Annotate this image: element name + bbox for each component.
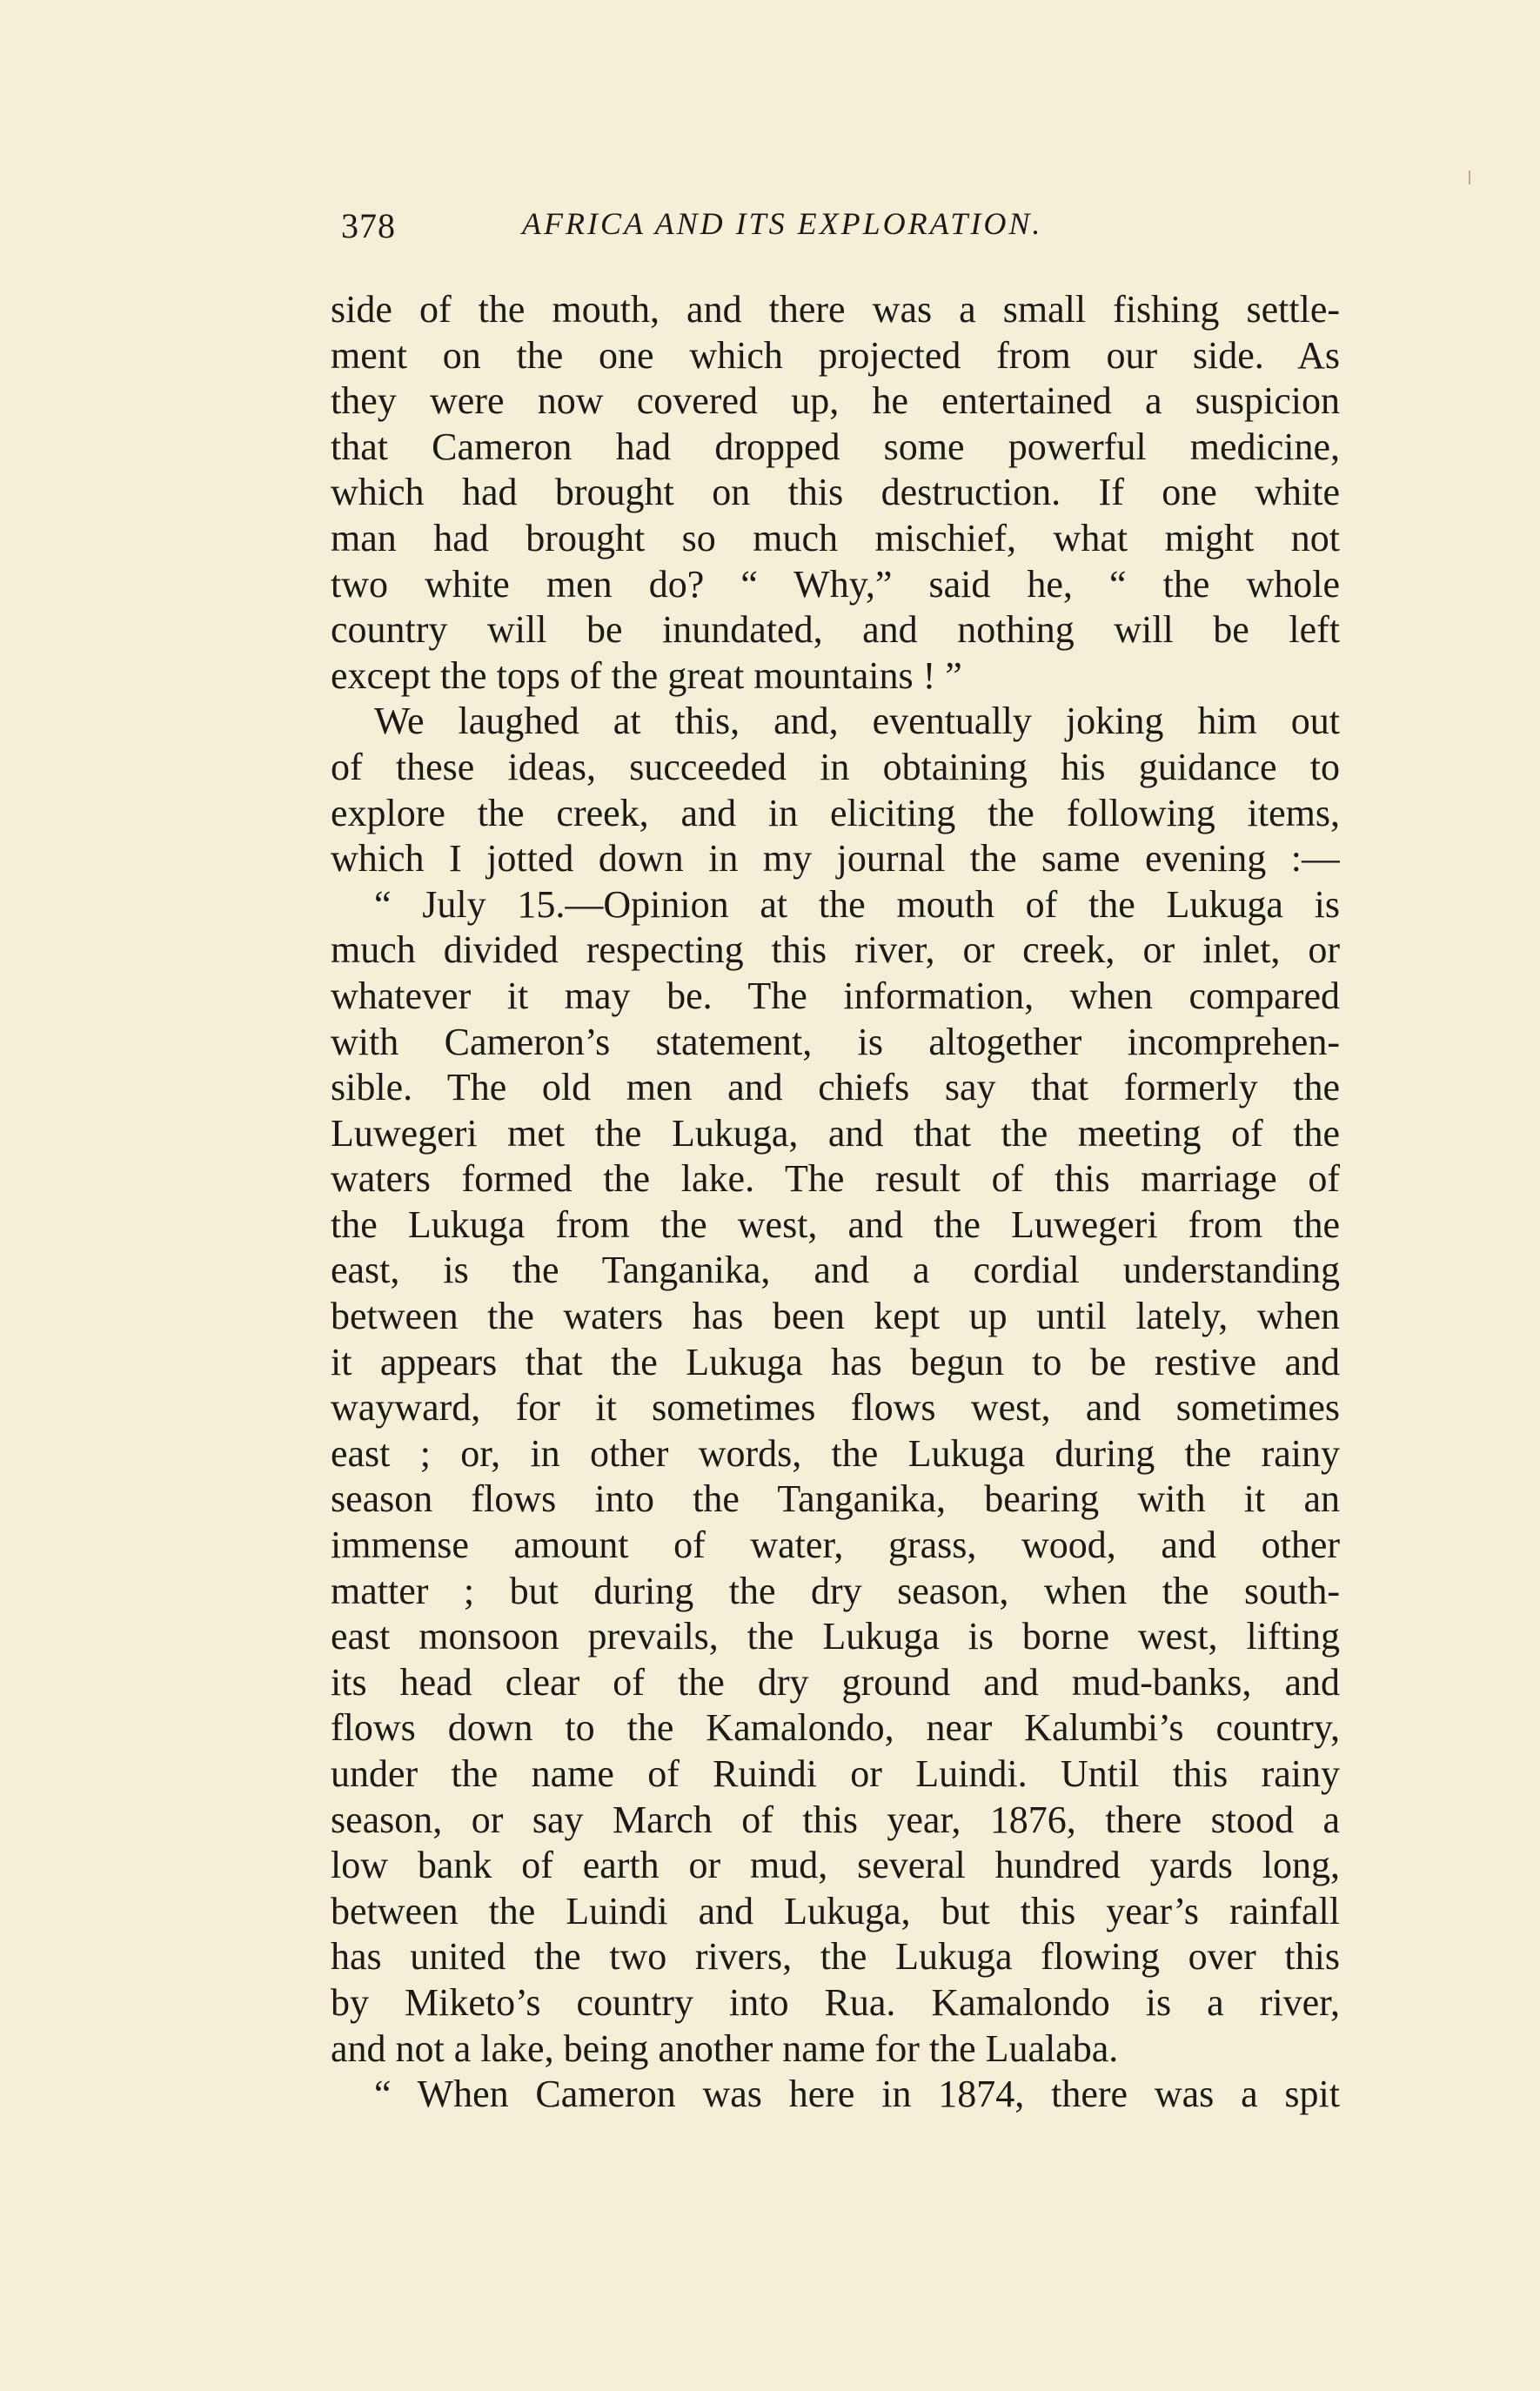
text-line: between the waters has been kept up until lately, when (331, 1295, 1340, 1338)
text-line: country will be inundated, and nothing will be left (331, 608, 1340, 652)
text-line: Luwegeri met the Lukuga, and that the meeting of the (331, 1111, 1340, 1155)
text-line: man had brought so much mischief, what might not (331, 516, 1340, 559)
page-number: 378 (341, 206, 396, 245)
text-line: with Cameron’s statement, is altogether incomprehen- (331, 1020, 1340, 1063)
text-line: immense amount of water, grass, wood, and other (331, 1524, 1340, 1567)
text-line: they were now covered up, he entertained a suspicion (331, 379, 1340, 423)
text-line: which I jotted down in my journal the same evening :— (331, 837, 1340, 881)
text-line: explore the creek, and in eliciting the following items, (331, 791, 1340, 834)
text-line: that Cameron had dropped some powerful medicine, (331, 425, 1340, 468)
text-line: wayward, for it sometimes flows west, and sometimes (331, 1386, 1340, 1430)
text-line: by Miketo’s country into Rua. Kamalondo is a river, (331, 1980, 1340, 2024)
text-line: it appears that the Lukuga has begun to be restive and (331, 1340, 1340, 1383)
text-line: season, or say March of this year, 1876, there stood a (331, 1798, 1340, 1841)
text-line: east ; or, in other words, the Lukuga during the rainy (331, 1431, 1340, 1475)
text-line: ment on the one which projected from our side. As (331, 333, 1340, 377)
text-line: of these ideas, succeeded in obtaining his guidance to (331, 745, 1340, 788)
text-line: except the tops of the great mountains ! ” (331, 653, 962, 697)
text-line: two white men do? “ Why,” said he, “ the whole (331, 562, 1340, 606)
text-line: “ When Cameron was here in 1874, there was a spit (374, 2073, 1340, 2116)
text-line: “ July 15.—Opinion at the mouth of the Lukuga is (374, 882, 1340, 926)
text-line: the Lukuga from the west, and the Luwegeri from the (331, 1202, 1340, 1246)
text-line: sible. The old men and chiefs say that formerly the (331, 1066, 1340, 1109)
text-line: east, is the Tanganika, and a cordial understanding (331, 1249, 1340, 1292)
text-line: season flows into the Tanganika, bearing with it an (331, 1477, 1340, 1521)
text-line: between the Luindi and Lukuga, but this year’s rainfall (331, 1889, 1340, 1932)
text-line: which had brought on this destruction. If one white (331, 471, 1340, 514)
text-line: its head clear of the dry ground and mud-banks, and (331, 1660, 1340, 1704)
text-line: flows down to the Kamalondo, near Kalumbi’s country, (331, 1706, 1340, 1750)
text-line: side of the mouth, and there was a small fishing settle- (331, 288, 1340, 331)
running-title: AFRICA AND ITS EXPLORATION. (522, 206, 1043, 241)
body-text (331, 287, 1340, 2118)
text-line: has united the two rivers, the Lukuga flowing over this (331, 1935, 1340, 1979)
text-line: matter ; but during the dry season, when the south- (331, 1569, 1340, 1612)
text-line: under the name of Ruindi or Luindi. Until this rainy (331, 1752, 1340, 1795)
text-line: whatever it may be. The information, when compared (331, 974, 1340, 1017)
page-header (331, 205, 1340, 258)
text-line: much divided respecting this river, or creek, or inlet, or (331, 928, 1340, 972)
text-line: and not a lake, being another name for the Lualaba. (331, 2026, 1119, 2070)
text-line: waters formed the lake. The result of this marriage of (331, 1157, 1340, 1201)
text-line: east monsoon prevails, the Lukuga is borne west, lifting (331, 1615, 1340, 1658)
margin-mark (1469, 171, 1470, 184)
text-line: low bank of earth or mud, several hundred yards long, (331, 1844, 1340, 1887)
text-line: We laughed at this, and, eventually joking him out (374, 700, 1340, 743)
